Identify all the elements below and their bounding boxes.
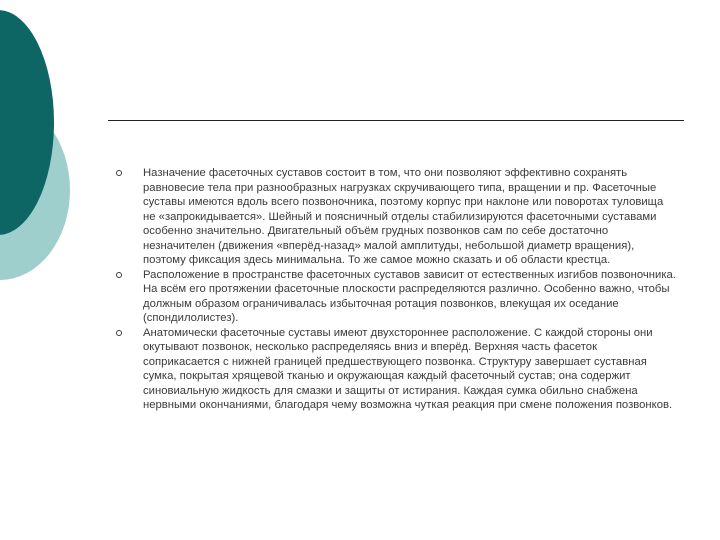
- bullet-text: Анатомически фасеточные суставы имеют двухстороннее расположение. С каждой стороны они окутывают позвонок, несколько распределяясь вниз и вперёд. Верхняя часть фасеток соприкасается с нижней границей предшествующего позвонка. Структуру завершает суставная сумка, покрытая хрящевой тканью и окружающая каждый фасеточный сустав; она содержит синовиальную жидкость для смазки и защиты от истирания. Каждая сумка обильно снабжена нервными окончаниями, благодаря чему возможна чуткая реакция при смене положения позвонков.: [143, 326, 673, 411]
- bullet-item: [116, 166, 676, 268]
- bullet-circle-icon: [116, 330, 122, 336]
- bullet-list: [116, 166, 676, 413]
- bullet-circle-icon: [116, 272, 122, 278]
- bullet-item: [116, 268, 676, 326]
- bullet-item: [116, 326, 676, 413]
- title-divider: [108, 120, 684, 121]
- bullet-text: Назначение фасеточных суставов состоит в том, что они позволяют эффективно сохранять равновесие тела при разнообразных нагрузках скручивающего типа, вращении и пр. Фасеточные суставы имеются вдоль всего позвоночника, поэтому корпус при наклоне или поворотах туловища не «запрокидывается». Шейный и поясничный отделы стабилизируются фасеточными суставами особенно значительно. Двигательный объём грудных позвонков сам по себе достаточно незначителен (движения «вперёд-назад» малой амплитуды, небольшой диаметр вращения), поэтому фиксация здесь минимальна. То же самое можно сказать и об области крестца.: [143, 167, 664, 266]
- bullet-text: Расположение в пространстве фасеточных суставов зависит от естественных изгибов позвоночника. На всём его протяжении фасеточные плоскости распределяются различно. Особенно важно, чтобы должным образом ограничивалась избыточная ротация позвонков, влекущая их оседание (спондилолистез).: [143, 268, 676, 324]
- bullet-circle-icon: [116, 170, 122, 176]
